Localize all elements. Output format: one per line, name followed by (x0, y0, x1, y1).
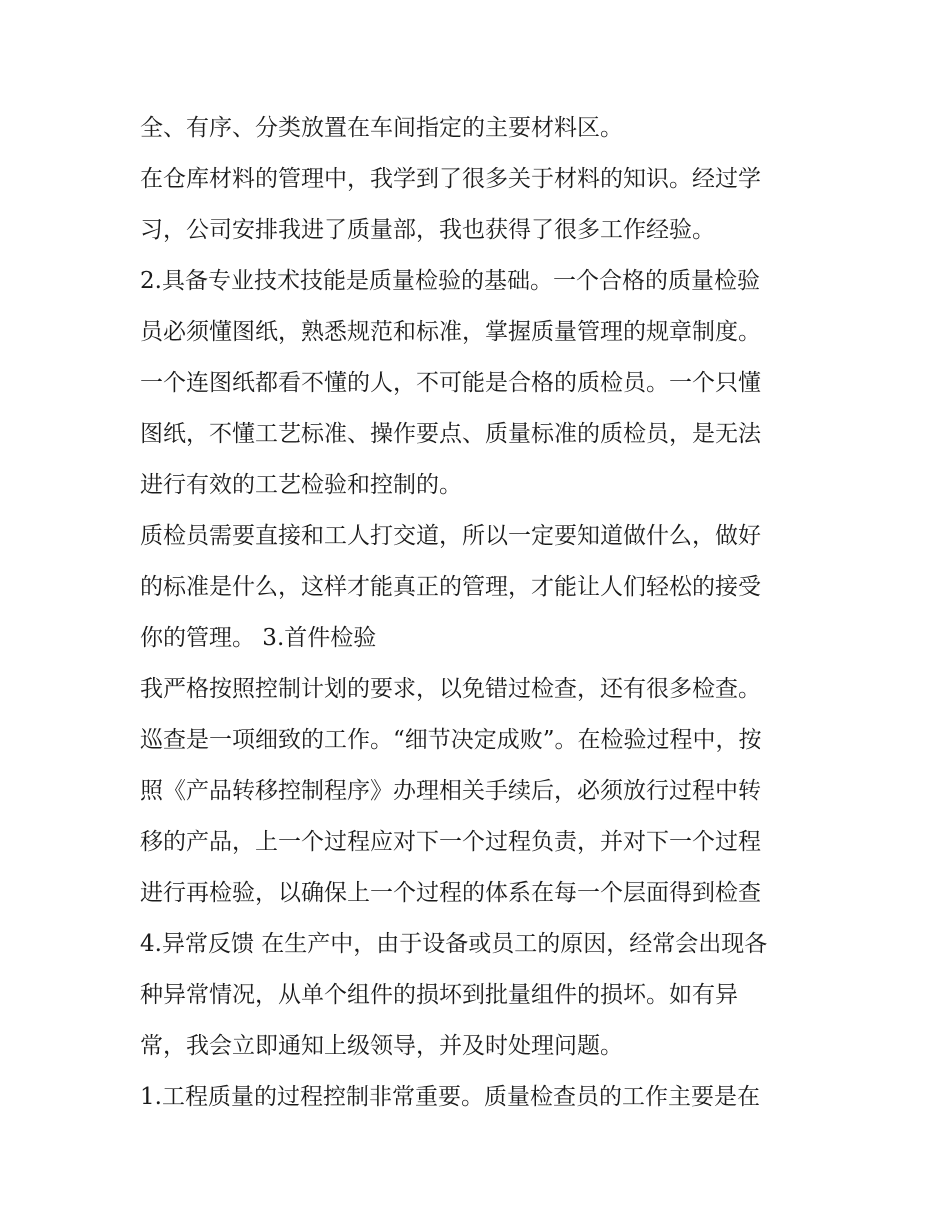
text-line: 图纸，不懂工艺标准、操作要点、质量标准的质检员，是无法 (140, 421, 761, 447)
text-line: 质检员需要直接和工人打交道，所以一定要知道做什么，做好 (140, 523, 761, 549)
text-line: 4.异常反馈 在生产中，由于设备或员工的原因，经常会出现各 (140, 931, 768, 957)
body-text (140, 103, 820, 1123)
text-line: 照《产品转移控制程序》办理相关手续后，必须放行过程中转 (140, 778, 761, 804)
text-line: 移的产品，上一个过程应对下一个过程负责，并对下一个过程 (140, 829, 761, 855)
text-line: 我严格按照控制计划的要求，以免错过检查，还有很多检查。 (140, 676, 761, 702)
text-line: 员必须懂图纸，熟悉规范和标准，掌握质量管理的规章制度。 (140, 319, 761, 345)
text-line: 2.具备专业技术技能是质量检验的基础。一个合格的质量检验 (140, 268, 760, 294)
text-line: 全、有序、分类放置在车间指定的主要材料区。 (140, 115, 623, 141)
text-line: 习，公司安排我进了质量部，我也获得了很多工作经验。 (140, 217, 715, 243)
text-line: 你的管理。 3.首件检验 (140, 625, 377, 651)
text-line: 常，我会立即通知上级领导，并及时处理问题。 (140, 1033, 623, 1059)
text-line: 种异常情况，从单个组件的损坏到批量组件的损坏。如有异 (140, 982, 738, 1008)
text-line: 1.工程质量的过程控制非常重要。质量检查员的工作主要是在 (140, 1084, 760, 1110)
text-line: 巡查是一项细致的工作。“细节决定成败”。在检验过程中，按 (140, 727, 762, 753)
text-line: 进行再检验，以确保上一个过程的体系在每一个层面得到检查 (140, 880, 761, 906)
text-line: 的标准是什么，这样才能真正的管理，才能让人们轻松的接受 (140, 574, 761, 600)
text-line: 进行有效的工艺检验和控制的。 (140, 472, 462, 498)
text-line: 在仓库材料的管理中，我学到了很多关于材料的知识。经过学 (140, 166, 761, 192)
text-line: 一个连图纸都看不懂的人，不可能是合格的质检员。一个只懂 (140, 370, 761, 396)
